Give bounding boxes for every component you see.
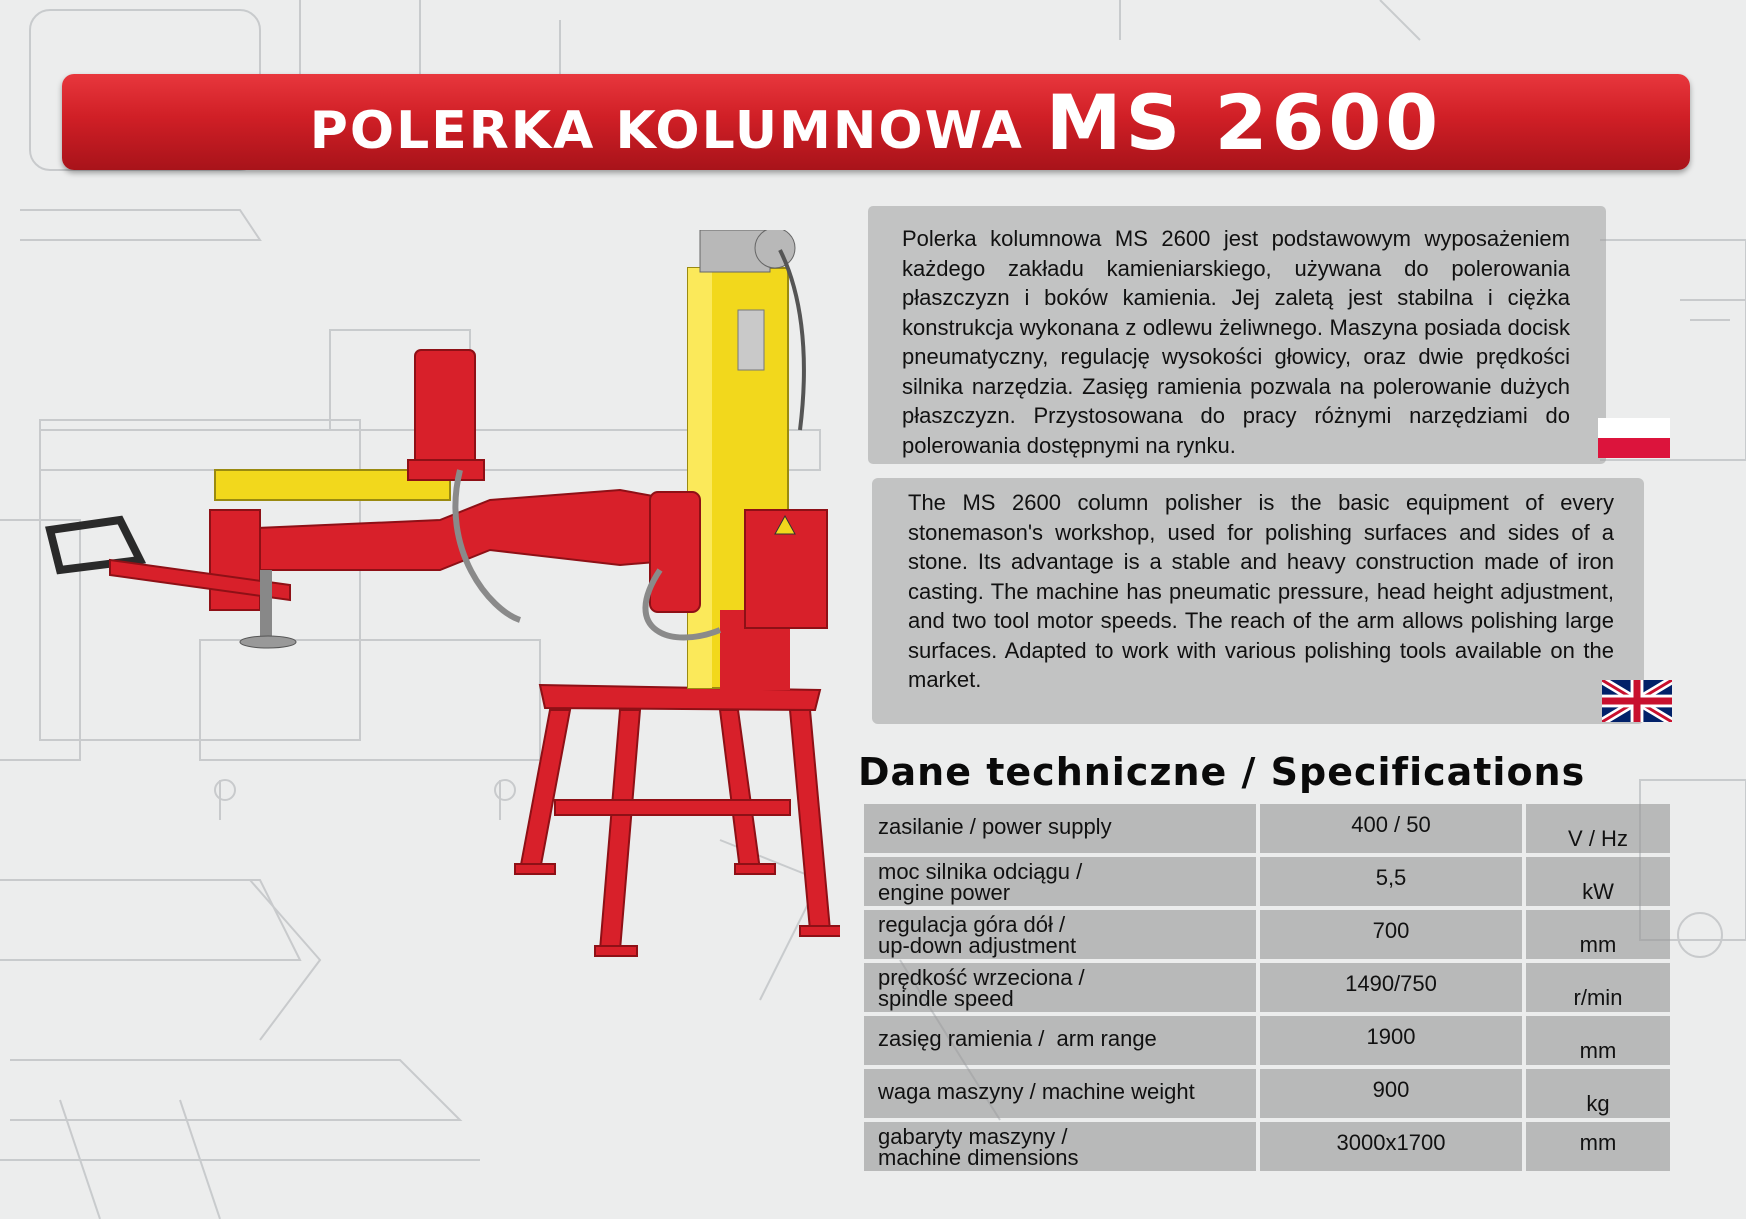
spec-row-engine-power bbox=[864, 857, 1670, 910]
spec-value: 5,5 bbox=[1375, 865, 1407, 890]
description-english-text: The MS 2600 column polisher is the basic equipment of every stonemason's workshop, used for polishing surfaces and sides of a stone. Its advantage is a stable and heavy construction made of iron casting. The machine has pneumatic pressure, head height adjustment, and two tool motor speeds. The reach of the arm allows polishing large surfaces. Adapted to work with various polishing tools available on the market. bbox=[908, 490, 1614, 692]
specs-table bbox=[864, 804, 1670, 1175]
spec-row-machine-dimensions bbox=[864, 1122, 1670, 1175]
spec-unit: mm bbox=[1579, 1038, 1617, 1063]
spec-row-spindle-speed bbox=[864, 963, 1670, 1016]
spec-label-cell bbox=[864, 804, 1256, 853]
spec-row-power-supply bbox=[864, 804, 1670, 857]
spec-value-cell bbox=[1260, 804, 1522, 853]
spec-unit: mm bbox=[1579, 932, 1617, 957]
spec-unit-cell bbox=[1526, 1069, 1670, 1118]
spec-label: prędkość wrzeciona / spindle speed bbox=[878, 965, 1085, 1011]
spec-row-arm-range bbox=[864, 1016, 1670, 1069]
spec-label: gabaryty maszyny / machine dimensions bbox=[878, 1124, 1079, 1170]
spec-unit-cell bbox=[1526, 857, 1670, 906]
spec-unit: kW bbox=[1582, 879, 1614, 904]
specs-heading: Dane techniczne / Specifications bbox=[858, 750, 1586, 794]
spec-value: 1900 bbox=[1366, 1024, 1416, 1049]
spec-unit-cell bbox=[1526, 910, 1670, 959]
spec-label: regulacja góra dół / up-down adjustment bbox=[878, 912, 1077, 958]
spec-label-cell bbox=[864, 857, 1256, 906]
spec-unit: r/min bbox=[1573, 985, 1623, 1010]
spec-label: moc silnika odciągu / engine power bbox=[878, 859, 1083, 905]
spec-unit: mm bbox=[1579, 1130, 1617, 1155]
stand bbox=[515, 685, 840, 956]
spec-row-machine-weight bbox=[864, 1069, 1670, 1122]
spec-unit-cell bbox=[1526, 963, 1670, 1012]
spec-label-cell bbox=[864, 1016, 1256, 1065]
spec-value: 1490/750 bbox=[1345, 971, 1437, 996]
spec-value: 400 / 50 bbox=[1351, 812, 1431, 837]
spec-unit: kg bbox=[1586, 1091, 1610, 1116]
poland-flag-icon bbox=[1598, 418, 1670, 458]
spec-label-cell bbox=[864, 1069, 1256, 1118]
spec-label-cell bbox=[864, 1122, 1256, 1171]
electrical-box bbox=[745, 510, 827, 628]
spec-unit: V / Hz bbox=[1568, 826, 1628, 851]
spec-unit-cell bbox=[1526, 1122, 1670, 1171]
spec-value-cell bbox=[1260, 1069, 1522, 1118]
spec-value: 700 bbox=[1372, 918, 1410, 943]
spec-unit-cell bbox=[1526, 1016, 1670, 1065]
spec-value: 900 bbox=[1372, 1077, 1410, 1102]
spec-value-cell bbox=[1260, 857, 1522, 906]
spec-value-cell bbox=[1260, 910, 1522, 959]
description-english bbox=[872, 478, 1644, 724]
title-model: MS 2600 bbox=[1045, 77, 1443, 167]
spec-label: zasięg ramienia / arm range bbox=[878, 1026, 1157, 1051]
spec-value-cell bbox=[1260, 963, 1522, 1012]
spec-value-cell bbox=[1260, 1016, 1522, 1065]
title-prefix: POLERKA KOLUMNOWA bbox=[309, 101, 1024, 161]
spec-label-cell bbox=[864, 963, 1256, 1012]
spec-value-cell bbox=[1260, 1122, 1522, 1171]
spec-label: waga maszyny / machine weight bbox=[878, 1079, 1195, 1104]
head-motor bbox=[408, 350, 484, 480]
title-banner bbox=[62, 74, 1690, 170]
spec-label-cell bbox=[864, 910, 1256, 959]
machine-illustration bbox=[20, 230, 840, 970]
description-polish bbox=[868, 206, 1606, 464]
spec-label: zasilanie / power supply bbox=[878, 814, 1112, 839]
description-polish-text: Polerka kolumnowa MS 2600 jest podstawowym wyposażeniem każdego zakładu kamieniarskiego, używana do polerowania płaszczyzn i boków kamienia. Jej zaletą jest stabilna i ciężka konstrukcja wykonana z odlewu żeliwnego. Maszyna posiada docisk pneumatyczny, regulację wysokości głowicy, oraz dwie prędkości silnika narzędzia. Zasięg ramienia pozwala na polerowanie dużych płaszczyzn. Przystosowana do pracy różnymi narzędziami do polerowania dostępnymi na rynku. bbox=[902, 226, 1570, 458]
uk-flag-icon bbox=[1602, 680, 1672, 722]
spec-value: 3000x1700 bbox=[1336, 1130, 1446, 1155]
spec-unit-cell bbox=[1526, 804, 1670, 853]
spec-row-up-down-adjustment bbox=[864, 910, 1670, 963]
